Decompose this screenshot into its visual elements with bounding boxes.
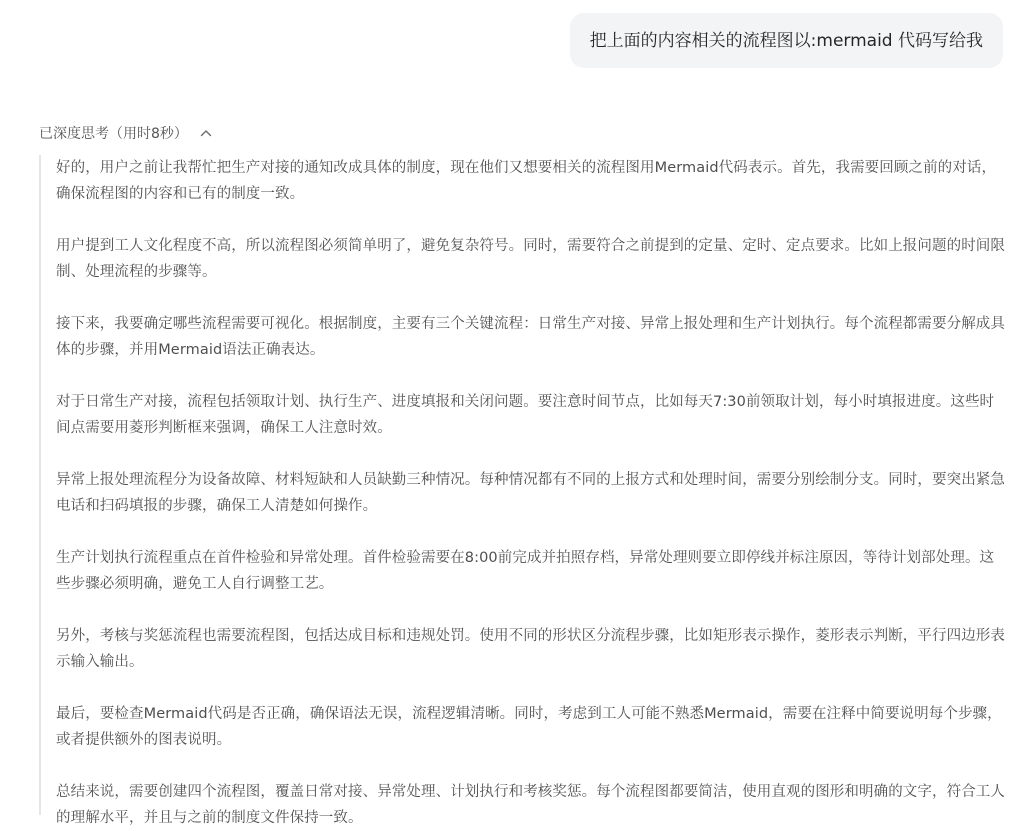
thinking-paragraph: 好的，用户之前让我帮忙把生产对接的通知改成具体的制度，现在他们又想要相关的流程图用Mermaid代码表示。首先，我需要回顾之前的对话，确保流程图的内容和已有的制度一致。 xyxy=(56,160,997,202)
thinking-paragraph: 接下来，我要确定哪些流程需要可视化。根据制度，主要有三个关键流程：日常生产对接、异常上报处理和生产计划执行。每个流程都需要分解成具体的步骤，并用Mermaid语法正确表达。 xyxy=(56,316,1005,358)
thinking-paragraph: 总结来说，需要创建四个流程图，覆盖日常对接、异常处理、计划执行和考核奖惩。每个流程图都要简洁，使用直观的图形和明确的文字，符合工人的理解水平，并且与之前的制度文件保持一致。 xyxy=(56,784,1005,826)
thinking-paragraph: 异常上报处理流程分为设备故障、材料短缺和人员缺勤三种情况。每种情况都有不同的上报方式和处理时间，需要分别绘制分支。同时，要突出紧急电话和扫码填报的步骤，确保工人清楚如何操作。 xyxy=(56,472,1005,514)
thinking-paragraph: 生产计划执行流程重点在首件检验和异常处理。首件检验需要在8:00前完成并拍照存档，异常处理则要立即停线并标注原因，等待计划部处理。这些步骤必须明确，避免工人自行调整工艺。 xyxy=(56,550,995,592)
thinking-header-label: 已深度思考（用时8秒） xyxy=(39,126,188,142)
thinking-paragraph: 另外，考核与奖惩流程也需要流程图，包括达成目标和违规处罚。使用不同的形状区分流程步骤，比如矩形表示操作，菱形表示判断，平行四边形表示输入输出。 xyxy=(56,628,1005,670)
user-message-text: 把上面的内容相关的流程图以:mermaid 代码写给我 xyxy=(589,30,983,51)
thinking-paragraph: 用户提到工人文化程度不高，所以流程图必须简单明了，避免复杂符号。同时，需要符合之前提到的定量、定时、定点要求。比如上报问题的时间限制、处理流程的步骤等。 xyxy=(56,238,1005,280)
chevron-up-icon xyxy=(198,125,214,141)
thinking-toggle[interactable] xyxy=(39,121,214,145)
user-message-bubble xyxy=(570,13,1003,68)
thinking-paragraph: 对于日常生产对接，流程包括领取计划、执行生产、进度填报和关闭问题。要注意时间节点，比如每天7:30前领取计划，每小时填报进度。这些时间点需要用菱形判断框来强调，确保工人注意时效。 xyxy=(56,394,995,436)
thinking-paragraph: 最后，要检查Mermaid代码是否正确，确保语法无误，流程逻辑清晰。同时，考虑到工人可能不熟悉Mermaid，需要在注释中简要说明每个步骤，或者提供额外的图表说明。 xyxy=(56,706,1002,748)
thinking-content xyxy=(39,155,1005,826)
